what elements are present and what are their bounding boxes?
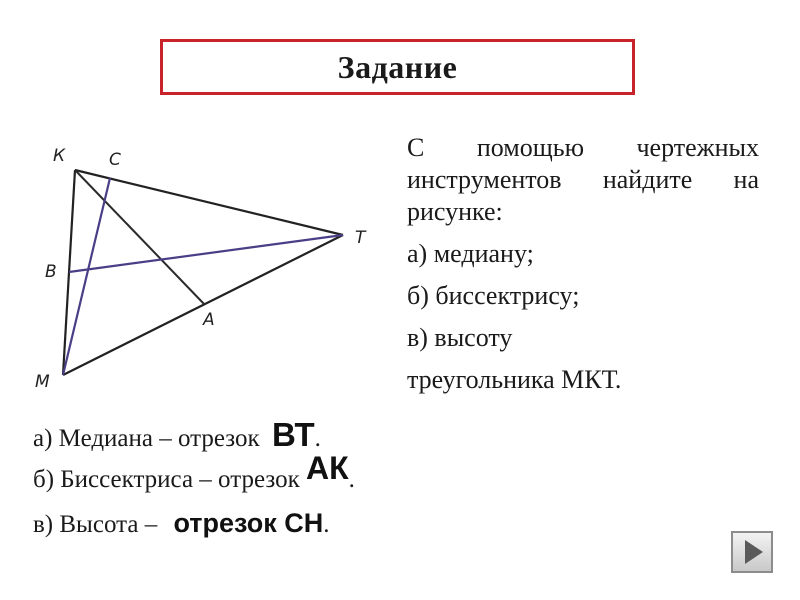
- answer-bisector-prefix: б) Биссектриса – отрезок: [33, 466, 300, 493]
- answer-altitude-suffix: .: [323, 511, 330, 538]
- label-M: М: [35, 372, 50, 392]
- answer-bisector: [33, 450, 355, 495]
- answer-median-suffix: .: [314, 425, 321, 452]
- triangle-drawing: [25, 135, 385, 400]
- segment-KA: [75, 170, 205, 305]
- answer-median-prefix: а) Медиана – отрезок: [33, 425, 260, 452]
- label-A: А: [203, 310, 215, 330]
- answer-bisector-value: АК: [305, 450, 349, 486]
- answer-bisector-suffix: .: [348, 466, 355, 493]
- segment-BT: [69, 235, 343, 272]
- answer-altitude-prefix: в) Высота –: [33, 511, 158, 538]
- answer-altitude: [33, 508, 330, 539]
- side-KT: [75, 170, 343, 235]
- next-slide-button[interactable]: [731, 531, 773, 573]
- side-MT: [63, 235, 343, 375]
- answer-altitude-value: отрезок СН: [173, 508, 324, 538]
- task-item-median: а) медиану;: [407, 239, 534, 268]
- title-box: [160, 39, 635, 95]
- triangle-figure: [25, 135, 385, 400]
- task-item-bisector: б) биссектрису;: [407, 281, 580, 310]
- label-C: С: [109, 150, 121, 170]
- label-B: В: [45, 262, 57, 282]
- task-text: [407, 132, 759, 396]
- answer-median: [33, 416, 321, 454]
- task-intro: С помощью чертежных инструментов найдите на рисунке:: [407, 133, 759, 226]
- segment-CM: [63, 178, 110, 375]
- play-next-icon: [745, 540, 763, 564]
- task-item-altitude: в) высоту: [407, 323, 513, 352]
- label-K: К: [53, 146, 66, 166]
- answer-median-value: ВТ: [271, 416, 315, 453]
- label-T: Т: [355, 228, 366, 248]
- slide-title: Задание: [337, 48, 458, 85]
- task-closing: треугольника МКТ.: [407, 365, 622, 394]
